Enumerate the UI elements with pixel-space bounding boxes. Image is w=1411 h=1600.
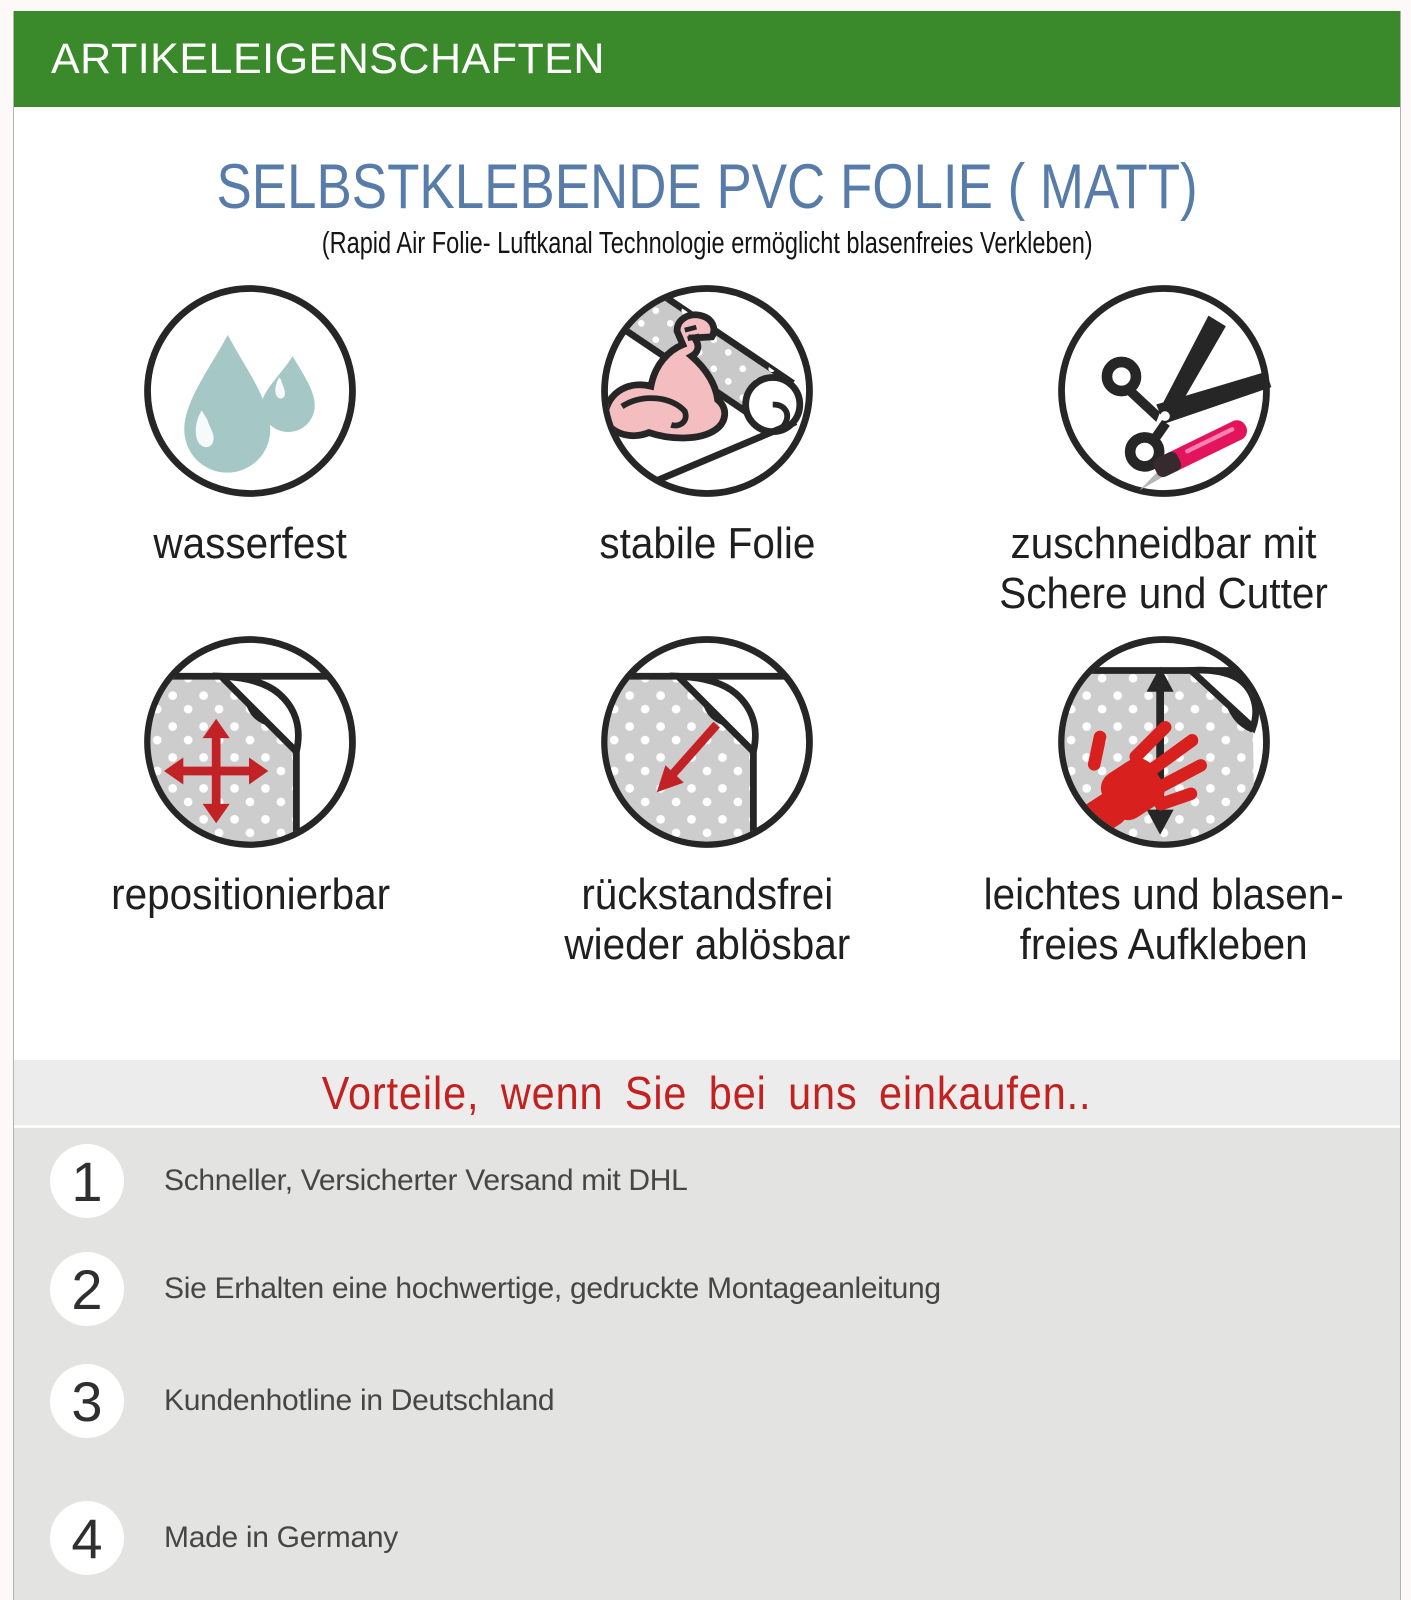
feature-waterproof <box>22 275 479 618</box>
benefit-number-badge: 3 <box>50 1364 124 1438</box>
benefit-number-badge: 4 <box>50 1501 124 1575</box>
feature-cuttable <box>935 275 1392 618</box>
hand-smoothing-icon <box>1048 626 1280 858</box>
benefits-heading: Vorteile, wenn Sie bei uns einkaufen.. <box>322 1066 1092 1119</box>
feature-label: rückstandsfrei wieder ablösbar <box>564 870 850 970</box>
product-title: SELBSTKLEBENDE PVC FOLIE ( MATT) <box>216 152 1198 222</box>
water-drops-icon <box>134 275 366 507</box>
benefits-heading-band <box>14 1060 1400 1128</box>
benefit-text: Made in Germany <box>164 1521 398 1554</box>
strong-arm-foil-icon <box>591 275 823 507</box>
benefit-item <box>14 1144 1400 1218</box>
features-grid <box>22 275 1392 970</box>
benefit-item <box>14 1501 1400 1575</box>
article-properties-panel <box>13 11 1401 1600</box>
section-title: ARTIKELEIGENSCHAFTEN <box>51 34 605 83</box>
benefit-item <box>14 1364 1400 1438</box>
benefit-number-badge: 1 <box>50 1144 124 1218</box>
benefit-number-badge: 2 <box>50 1252 124 1326</box>
reposition-arrows-icon <box>134 626 366 858</box>
feature-label: zuschneidbar mit Schere und Cutter <box>999 519 1328 618</box>
benefit-text: Sie Erhalten eine hochwertige, gedruckte Montageanleitung <box>164 1272 941 1305</box>
feature-repositionable <box>22 626 479 969</box>
feature-label: repositionierbar <box>110 870 390 920</box>
scissors-cutter-icon <box>1048 275 1280 507</box>
feature-label: leichtes und blasen- freies Aufkleben <box>983 870 1344 970</box>
feature-label: stabile Folie <box>598 519 815 568</box>
benefit-text: Schneller, Versicherter Versand mit DHL <box>164 1164 688 1197</box>
product-subtitle: (Rapid Air Folie- Luftkanal Technologie ermöglicht blasenfreies Verkleben) <box>321 225 1093 260</box>
feature-removable <box>479 626 936 969</box>
benefits-list <box>14 1128 1400 1600</box>
feature-strong-foil <box>479 275 936 618</box>
feature-label: wasserfest <box>153 519 348 568</box>
peel-off-arrow-icon <box>591 626 823 858</box>
benefit-text: Kundenhotline in Deutschland <box>164 1384 555 1417</box>
section-header-bar <box>14 11 1400 107</box>
product-features-section <box>14 107 1400 1060</box>
feature-bubble-free <box>935 626 1392 969</box>
benefit-item <box>14 1252 1400 1326</box>
